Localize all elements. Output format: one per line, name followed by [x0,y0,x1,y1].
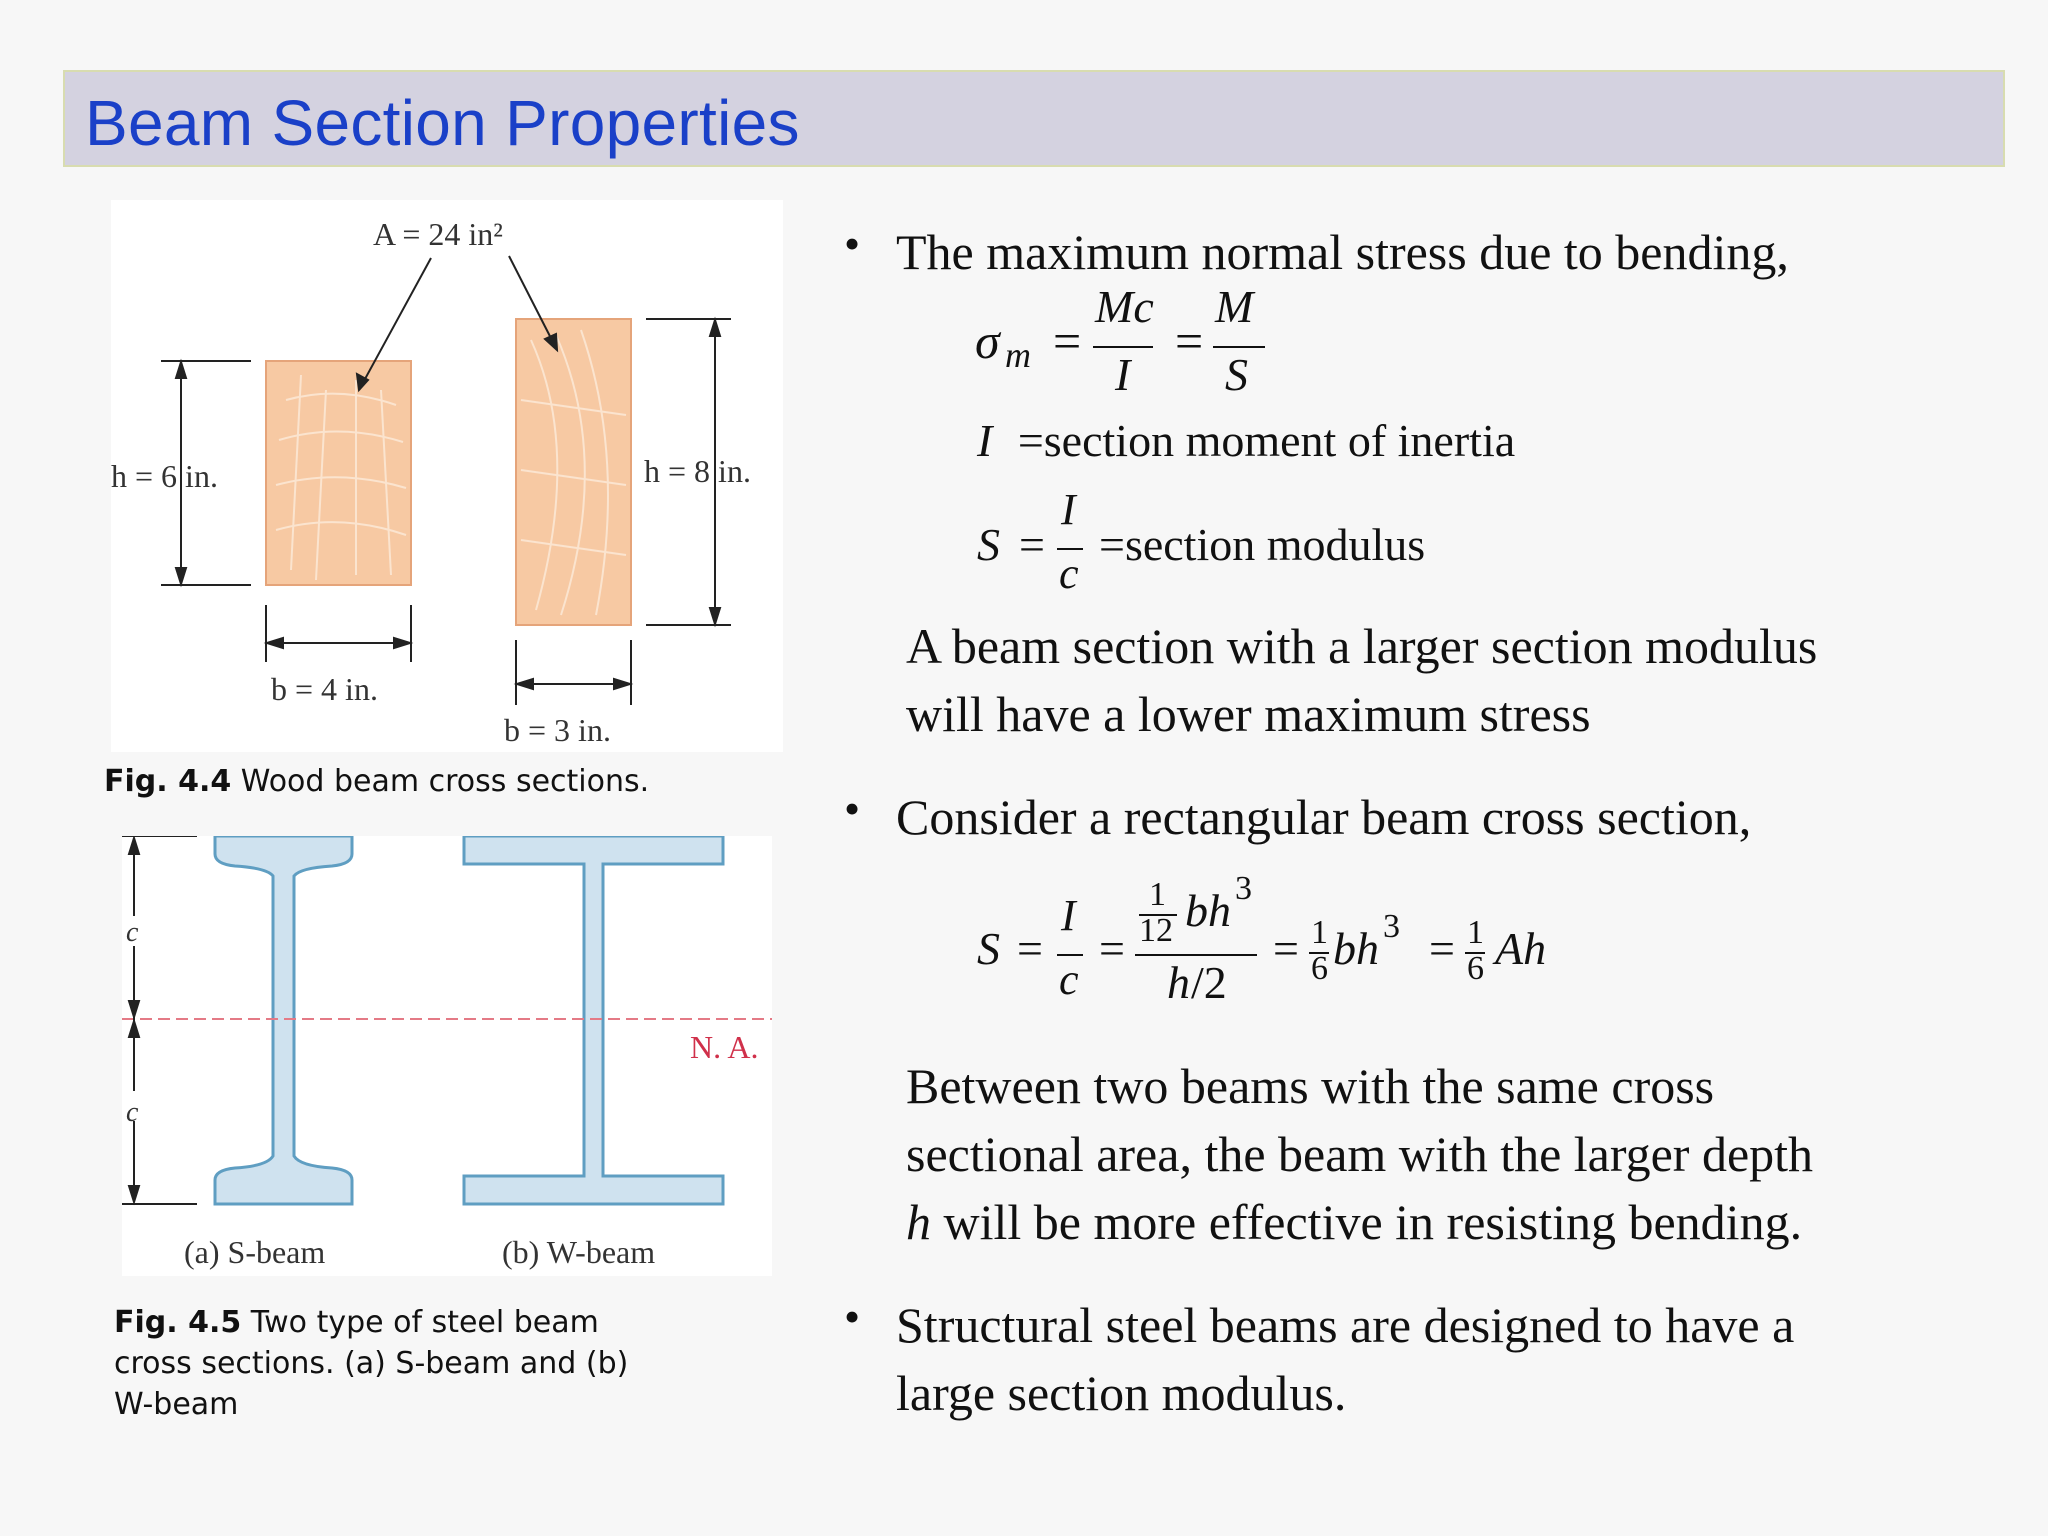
eq2-six-a: 6 [1311,950,1328,987]
bullet-3-text [896,1291,1794,1427]
eq1-equals-2: = [1175,313,1204,369]
eq2-half: /2 [1191,957,1227,1008]
bullet-1-text: The maximum normal stress due to bending, [896,224,1789,280]
fig-4-5-caption-line3: W-beam [114,1387,239,1422]
section-modulus-equation [977,485,1477,610]
inertia-text: =section moment of inertia [1017,415,1516,466]
paragraph-2-line-3-text: will be more effective in resisting bending. [931,1194,1803,1250]
eq2-c: c [1059,955,1079,1004]
eq2-equals-1: = [1017,923,1043,974]
eq2-cube-a: 3 [1235,870,1252,907]
eq1-equals-1: = [1053,313,1082,369]
bullet-dot-3: • [844,1291,861,1342]
eq1-num2: M [1215,281,1254,332]
eq2-Ah: Ah [1495,923,1547,974]
fig-4-4-caption-number: Fig. 4.4 [104,764,232,799]
paragraph-2-line-2: sectional area, the beam with the larger depth [906,1126,1814,1182]
w-beam-label: (b) W-beam [502,1234,656,1270]
eq2-twelve: 12 [1139,912,1173,949]
modulus-num: I [1061,485,1076,534]
eq2-one-c: 1 [1467,914,1484,951]
eq2-one-b: 1 [1311,914,1328,951]
h-right-label: h = 8 in. [644,453,751,489]
eq2-cube-b: 3 [1383,908,1400,945]
b-right-dimension [516,640,631,705]
rectangular-modulus-equation [977,872,1577,1022]
fig-4-5-caption-line1: Two type of steel beam [241,1305,599,1340]
eq2-equals-2: = [1099,923,1125,974]
h-left-label: h = 6 in. [111,458,218,494]
bullet-3-line-1: Structural steel beams are designed to have a [896,1297,1795,1353]
eq2-I: I [1061,891,1076,940]
c-bottom-label: c [126,1097,139,1128]
steel-beam-diagram [122,836,772,1276]
max-stress-equation [975,281,1275,406]
bullet-2-text: Consider a rectangular beam cross section, [896,789,1752,845]
eq2-equals-3: = [1273,923,1299,974]
bullet-3-line-2: large section modulus. [896,1365,1347,1421]
eq2-equals-4: = [1429,923,1455,974]
modulus-equals: = [1019,519,1045,570]
bullet-dot-1: • [844,218,861,269]
wood-beam-diagram [111,200,783,752]
paragraph-2-line-1: Between two beams with the same cross [906,1058,1715,1114]
b-left-label: b = 4 in. [271,671,378,707]
paragraph-section-modulus [906,612,1817,748]
paragraph-2-h: h [906,1194,931,1250]
eq2-six-b: 6 [1467,950,1484,987]
fig-4-5-caption-number: Fig. 4.5 [114,1305,242,1340]
fig-4-4-caption [104,761,649,802]
eq2-h: h [1167,957,1190,1008]
c-top-label: c [126,917,139,948]
area-label: A = 24 in² [373,216,503,252]
s-beam-label: (a) S-beam [184,1234,326,1270]
inertia-definition [977,414,1515,467]
paragraph-2-line-3 [906,1188,1813,1256]
eq1-den1: I [1115,349,1131,400]
modulus-S: S [977,519,1000,570]
eq2-bh-b: bh [1333,923,1379,974]
eq2-bh-a: bh [1185,885,1231,936]
figure-4-5 [122,836,772,1276]
eq1-subscript: m [1005,335,1031,375]
figure-4-4 [111,200,783,752]
inertia-symbol: I [977,415,993,466]
fig-4-4-caption-text: Wood beam cross sections. [231,764,650,799]
paragraph-1-line-1: A beam section with a larger section modulus [906,618,1818,674]
eq2-S: S [977,923,1000,974]
modulus-text: =section modulus [1099,519,1426,570]
title-bar [63,70,2005,167]
b-right-label: b = 3 in. [504,712,611,748]
page-title: Beam Section Properties [85,87,800,159]
fig-4-5-caption-line2: cross sections. (a) S-beam and (b) [114,1346,629,1381]
eq1-num1: Mc [1095,281,1154,332]
bullet-dot-2: • [844,783,861,834]
fig-4-5-caption [114,1302,628,1425]
eq1-sigma: σ [975,313,1000,369]
paragraph-1-line-2: will have a lower maximum stress [906,686,1591,742]
b-left-dimension [266,605,411,662]
modulus-den: c [1059,549,1079,598]
eq2-one-a: 1 [1149,876,1166,913]
eq1-den2: S [1225,349,1248,400]
neutral-axis-label: N. A. [690,1029,759,1065]
paragraph-depth [906,1052,1813,1256]
